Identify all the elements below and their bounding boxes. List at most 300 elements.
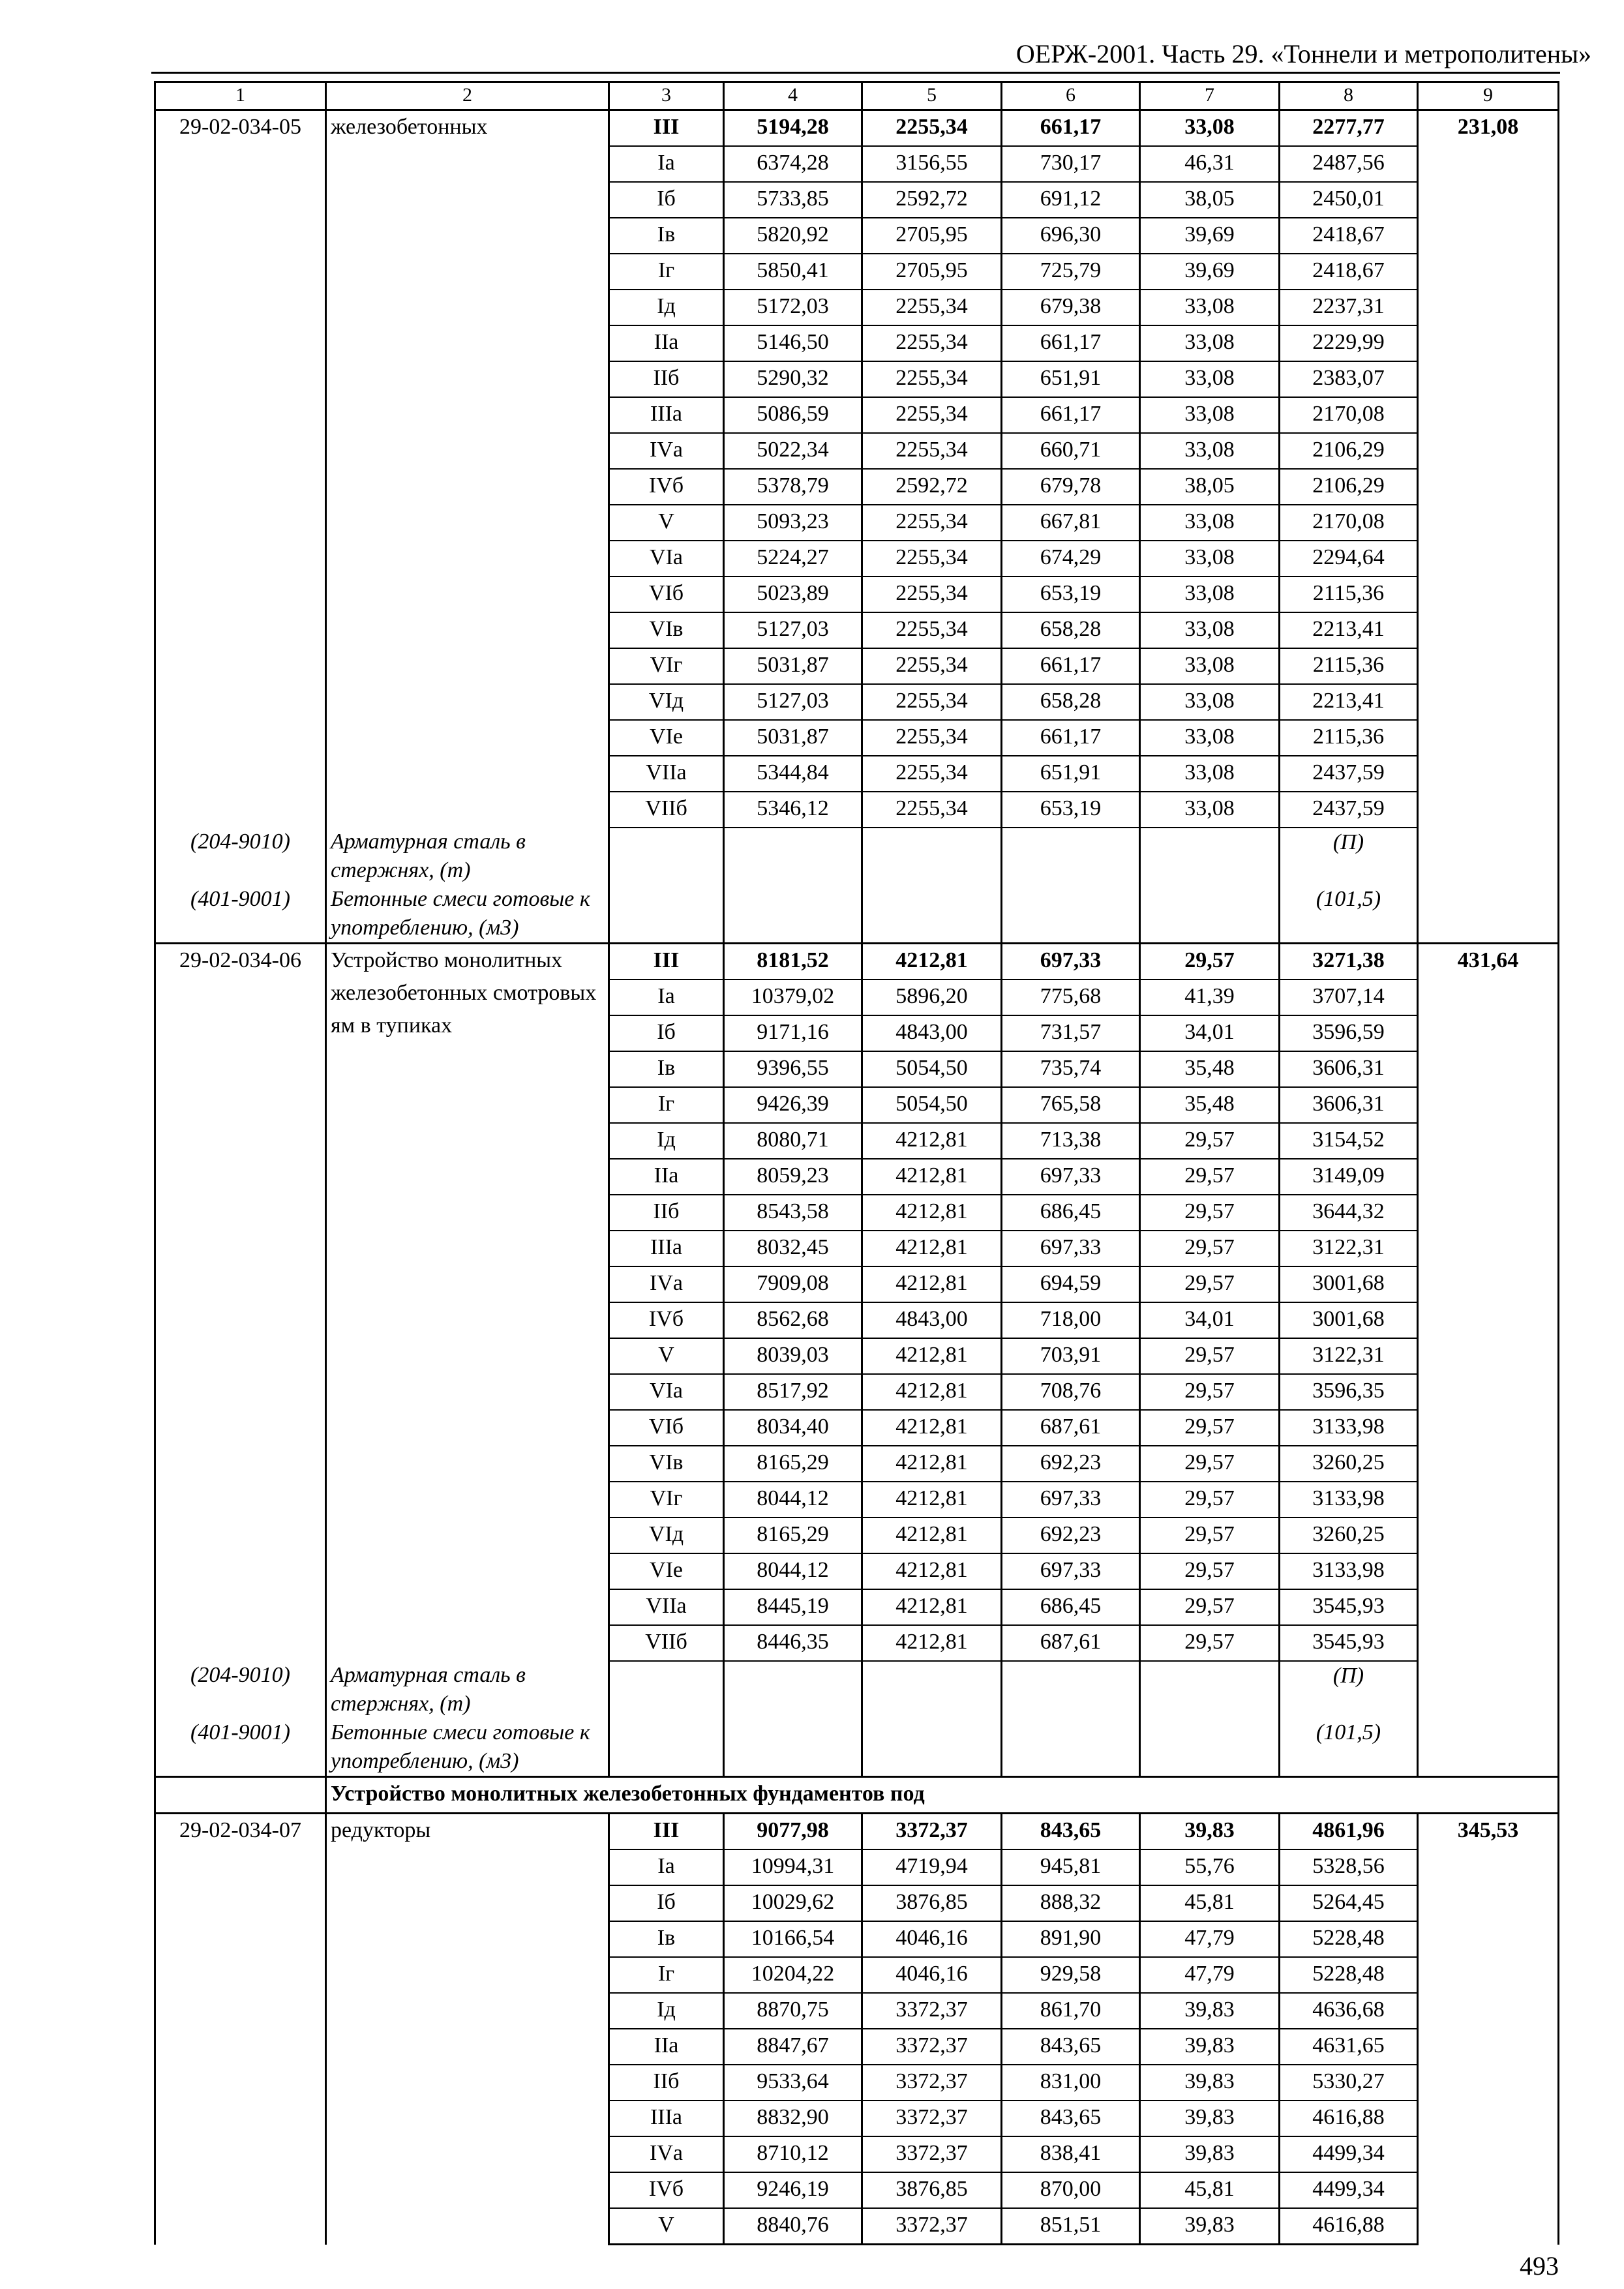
- table-row: [155, 944, 1559, 980]
- value-col4: 5172,03: [724, 290, 862, 325]
- value-col4: 9077,98: [724, 1814, 862, 1850]
- resource-value: (101,5): [1280, 1718, 1418, 1777]
- value-col4: 5194,28: [724, 110, 862, 147]
- zone-label: IIб: [609, 1195, 724, 1231]
- value-col5: 2255,34: [862, 756, 1002, 792]
- value-col7: 33,08: [1140, 684, 1280, 720]
- value-col4: 5850,41: [724, 254, 862, 290]
- value-col6: 697,33: [1002, 1231, 1140, 1266]
- value-col5: 4212,81: [862, 1518, 1002, 1553]
- resource-row: [155, 885, 1559, 944]
- value-col7: 34,01: [1140, 1302, 1280, 1338]
- value-col6: 686,45: [1002, 1589, 1140, 1625]
- value-col6: 658,28: [1002, 612, 1140, 648]
- zone-label: V: [609, 2208, 724, 2245]
- value-col8: 2437,59: [1280, 792, 1418, 828]
- value-col6: 843,65: [1002, 2029, 1140, 2065]
- value-col5: 4212,81: [862, 1482, 1002, 1518]
- value-col7: 39,83: [1140, 1993, 1280, 2029]
- zone-label: Iд: [609, 290, 724, 325]
- rate-code: 29-02-034-05: [155, 110, 326, 828]
- value-col5: 3372,37: [862, 1993, 1002, 2029]
- value-col4: 10379,02: [724, 980, 862, 1015]
- value-col5: 2255,34: [862, 684, 1002, 720]
- value-col8: 3707,14: [1280, 980, 1418, 1015]
- value-col4: 8832,90: [724, 2101, 862, 2136]
- value-col5: 4212,81: [862, 1374, 1002, 1410]
- value-col6: 691,12: [1002, 182, 1140, 218]
- value-col5: 3372,37: [862, 2029, 1002, 2065]
- value-col8: 2418,67: [1280, 254, 1418, 290]
- zone-label: Iг: [609, 1957, 724, 1993]
- resource-row: [155, 828, 1559, 885]
- value-col8: 3644,32: [1280, 1195, 1418, 1231]
- value-col7: 33,08: [1140, 792, 1280, 828]
- value-col6: 694,59: [1002, 1266, 1140, 1302]
- zone-label: Iа: [609, 146, 724, 182]
- value-col8: 3596,59: [1280, 1015, 1418, 1051]
- value-col4: 8517,92: [724, 1374, 862, 1410]
- value-col5: 2255,34: [862, 361, 1002, 397]
- value-col6: 692,23: [1002, 1446, 1140, 1482]
- page-number: 493: [1520, 2251, 1559, 2281]
- value-col6: 653,19: [1002, 576, 1140, 612]
- zone-label: Iв: [609, 1921, 724, 1957]
- value-col5: 2255,34: [862, 505, 1002, 541]
- resource-name: Бетонные смеси готовые к употреблению, (м3): [326, 1718, 609, 1777]
- section-title: Устройство монолитных железобетонных фундаментов под: [326, 1777, 1559, 1814]
- value-col8: 3545,93: [1280, 1625, 1418, 1661]
- value-col7: 35,48: [1140, 1087, 1280, 1123]
- value-col7: 39,83: [1140, 2136, 1280, 2172]
- zone-label: V: [609, 505, 724, 541]
- value-col9: 345,53: [1418, 1814, 1559, 2245]
- value-col7: 47,79: [1140, 1921, 1280, 1957]
- zone-label: IIа: [609, 2029, 724, 2065]
- value-col5: 3156,55: [862, 146, 1002, 182]
- value-col4: 5146,50: [724, 325, 862, 361]
- column-number: 7: [1140, 82, 1280, 110]
- value-col7: 39,83: [1140, 2101, 1280, 2136]
- value-col4: 8710,12: [724, 2136, 862, 2172]
- value-col7: 29,57: [1140, 1374, 1280, 1410]
- value-col4: 8847,67: [724, 2029, 862, 2065]
- value-col6: 765,58: [1002, 1087, 1140, 1123]
- value-col7: 29,57: [1140, 1159, 1280, 1195]
- zone-label: VIIб: [609, 792, 724, 828]
- value-col8: 4631,65: [1280, 2029, 1418, 2065]
- value-col8: 3545,93: [1280, 1589, 1418, 1625]
- zone-label: Iа: [609, 980, 724, 1015]
- zone-label: Iб: [609, 1885, 724, 1921]
- empty-cell: [609, 1661, 724, 1718]
- resource-value: (П): [1280, 1661, 1418, 1718]
- value-col6: 851,51: [1002, 2208, 1140, 2245]
- value-col8: 3122,31: [1280, 1231, 1418, 1266]
- value-col6: 667,81: [1002, 505, 1140, 541]
- value-col8: 2487,56: [1280, 146, 1418, 182]
- value-col8: 2213,41: [1280, 612, 1418, 648]
- value-col4: 5022,34: [724, 433, 862, 469]
- value-col6: 843,65: [1002, 2101, 1140, 2136]
- value-col4: 8165,29: [724, 1446, 862, 1482]
- value-col8: 2383,07: [1280, 361, 1418, 397]
- rate-code: 29-02-034-07: [155, 1814, 326, 2245]
- value-col5: 2255,34: [862, 433, 1002, 469]
- value-col4: 5093,23: [724, 505, 862, 541]
- value-col5: 4212,81: [862, 1338, 1002, 1374]
- value-col7: 29,57: [1140, 1410, 1280, 1446]
- value-col7: 34,01: [1140, 1015, 1280, 1051]
- value-col6: 651,91: [1002, 756, 1140, 792]
- zone-label: Iб: [609, 1015, 724, 1051]
- value-col8: 2294,64: [1280, 541, 1418, 576]
- value-col4: 9171,16: [724, 1015, 862, 1051]
- value-col6: 775,68: [1002, 980, 1140, 1015]
- value-col5: 4843,00: [862, 1302, 1002, 1338]
- zone-label: VIб: [609, 1410, 724, 1446]
- value-col4: 8044,12: [724, 1482, 862, 1518]
- value-col6: 888,32: [1002, 1885, 1140, 1921]
- value-col6: 653,19: [1002, 792, 1140, 828]
- zone-label: Iг: [609, 254, 724, 290]
- empty-cell: [609, 1718, 724, 1777]
- value-col8: 3606,31: [1280, 1051, 1418, 1087]
- value-col4: 5820,92: [724, 218, 862, 254]
- value-col5: 2592,72: [862, 469, 1002, 505]
- value-col5: 2255,34: [862, 792, 1002, 828]
- value-col6: 703,91: [1002, 1338, 1140, 1374]
- value-col7: 38,05: [1140, 469, 1280, 505]
- empty-cell: [609, 885, 724, 944]
- resource-name: Бетонные смеси готовые к употреблению, (м3): [326, 885, 609, 944]
- value-col8: 3001,68: [1280, 1302, 1418, 1338]
- value-col7: 33,08: [1140, 612, 1280, 648]
- column-number: 2: [326, 82, 609, 110]
- work-description: редукторы: [326, 1814, 609, 2245]
- value-col5: 5054,50: [862, 1051, 1002, 1087]
- value-col6: 870,00: [1002, 2172, 1140, 2208]
- value-col5: 4212,81: [862, 1625, 1002, 1661]
- value-col6: 658,28: [1002, 684, 1140, 720]
- value-col7: 29,57: [1140, 1446, 1280, 1482]
- zone-label: VIа: [609, 1374, 724, 1410]
- value-col8: 5264,45: [1280, 1885, 1418, 1921]
- resource-value: (101,5): [1280, 885, 1418, 944]
- value-col7: 33,08: [1140, 325, 1280, 361]
- value-col8: 2237,31: [1280, 290, 1418, 325]
- zone-label: VIб: [609, 576, 724, 612]
- value-col8: 3133,98: [1280, 1553, 1418, 1589]
- value-col8: 2106,29: [1280, 433, 1418, 469]
- zone-label: Iа: [609, 1849, 724, 1885]
- resource-code: (204-9010): [155, 828, 326, 885]
- value-col7: 29,57: [1140, 1625, 1280, 1661]
- value-col7: 38,05: [1140, 182, 1280, 218]
- header-rule: [151, 72, 1560, 74]
- value-col6: 861,70: [1002, 1993, 1140, 2029]
- zone-label: Iв: [609, 218, 724, 254]
- zone-label: Iв: [609, 1051, 724, 1087]
- value-col7: 39,69: [1140, 254, 1280, 290]
- value-col7: 33,08: [1140, 648, 1280, 684]
- resource-code: (401-9001): [155, 885, 326, 944]
- value-col7: 39,83: [1140, 2208, 1280, 2245]
- resource-name: Арматурная сталь в стержнях, (т): [326, 828, 609, 885]
- value-col6: 735,74: [1002, 1051, 1140, 1087]
- value-col8: 3596,35: [1280, 1374, 1418, 1410]
- value-col5: 3876,85: [862, 1885, 1002, 1921]
- resource-code: (204-9010): [155, 1661, 326, 1718]
- value-col6: 929,58: [1002, 1957, 1140, 1993]
- value-col8: 4499,34: [1280, 2172, 1418, 2208]
- value-col4: 8080,71: [724, 1123, 862, 1159]
- zone-label: IVа: [609, 1266, 724, 1302]
- value-col8: 3271,38: [1280, 944, 1418, 980]
- value-col8: 2229,99: [1280, 325, 1418, 361]
- value-col8: 5228,48: [1280, 1957, 1418, 1993]
- value-col4: 9246,19: [724, 2172, 862, 2208]
- value-col6: 697,33: [1002, 1553, 1140, 1589]
- value-col4: 5346,12: [724, 792, 862, 828]
- value-col8: 4499,34: [1280, 2136, 1418, 2172]
- value-col7: 45,81: [1140, 1885, 1280, 1921]
- zone-label: VIа: [609, 541, 724, 576]
- zone-label: IVб: [609, 2172, 724, 2208]
- value-col8: 2437,59: [1280, 756, 1418, 792]
- value-col8: 5228,48: [1280, 1921, 1418, 1957]
- value-col6: 661,17: [1002, 110, 1140, 147]
- empty-cell: [1140, 828, 1280, 885]
- column-number: 1: [155, 82, 326, 110]
- empty-cell: [1002, 885, 1140, 944]
- empty-cell: [862, 828, 1002, 885]
- value-col5: 2705,95: [862, 254, 1002, 290]
- zone-label: VIг: [609, 648, 724, 684]
- zone-label: VIв: [609, 612, 724, 648]
- value-col5: 2255,34: [862, 325, 1002, 361]
- zone-label: III: [609, 1814, 724, 1850]
- value-col6: 651,91: [1002, 361, 1140, 397]
- value-col7: 33,08: [1140, 397, 1280, 433]
- value-col7: 33,08: [1140, 505, 1280, 541]
- value-col5: 4212,81: [862, 1123, 1002, 1159]
- value-col7: 33,08: [1140, 110, 1280, 147]
- value-col7: 46,31: [1140, 146, 1280, 182]
- value-col5: 4212,81: [862, 1589, 1002, 1625]
- value-col5: 2255,34: [862, 648, 1002, 684]
- value-col8: 3122,31: [1280, 1338, 1418, 1374]
- value-col7: 29,57: [1140, 1195, 1280, 1231]
- value-col4: 9426,39: [724, 1087, 862, 1123]
- value-col4: 5290,32: [724, 361, 862, 397]
- zone-label: IIа: [609, 325, 724, 361]
- value-col7: 33,08: [1140, 433, 1280, 469]
- value-col6: 674,29: [1002, 541, 1140, 576]
- value-col6: 730,17: [1002, 146, 1140, 182]
- resource-value: (П): [1280, 828, 1418, 885]
- value-col4: 8165,29: [724, 1518, 862, 1553]
- value-col6: 697,33: [1002, 1482, 1140, 1518]
- value-col6: 661,17: [1002, 325, 1140, 361]
- value-col5: 4719,94: [862, 1849, 1002, 1885]
- value-col8: 4616,88: [1280, 2208, 1418, 2245]
- zone-label: Iг: [609, 1087, 724, 1123]
- value-col6: 708,76: [1002, 1374, 1140, 1410]
- value-col4: 10166,54: [724, 1921, 862, 1957]
- empty-cell: [1140, 1661, 1280, 1718]
- column-number: 5: [862, 82, 1002, 110]
- zone-label: VIIа: [609, 756, 724, 792]
- value-col7: 29,57: [1140, 1123, 1280, 1159]
- value-col4: 8445,19: [724, 1589, 862, 1625]
- value-col8: 2213,41: [1280, 684, 1418, 720]
- value-col7: 33,08: [1140, 361, 1280, 397]
- value-col5: 2255,34: [862, 612, 1002, 648]
- value-col6: 679,78: [1002, 469, 1140, 505]
- value-col4: 10029,62: [724, 1885, 862, 1921]
- value-col7: 29,57: [1140, 1338, 1280, 1374]
- value-col5: 2255,34: [862, 110, 1002, 147]
- value-col5: 4212,81: [862, 1553, 1002, 1589]
- table-body: [155, 82, 1559, 2245]
- value-col7: 55,76: [1140, 1849, 1280, 1885]
- value-col7: 29,57: [1140, 1231, 1280, 1266]
- value-col6: 692,23: [1002, 1518, 1140, 1553]
- work-description: Устройство монолитных железобетонных смотровых ям в тупиках: [326, 944, 609, 1662]
- value-col8: 2170,08: [1280, 397, 1418, 433]
- value-col8: 2450,01: [1280, 182, 1418, 218]
- column-number: 6: [1002, 82, 1140, 110]
- resource-row: [155, 1661, 1559, 1718]
- table-row: [155, 110, 1559, 147]
- value-col6: 661,17: [1002, 648, 1140, 684]
- value-col8: 4861,96: [1280, 1814, 1418, 1850]
- value-col8: 3001,68: [1280, 1266, 1418, 1302]
- empty-cell: [1002, 1661, 1140, 1718]
- zone-label: IIб: [609, 361, 724, 397]
- value-col8: 2170,08: [1280, 505, 1418, 541]
- zone-label: VIд: [609, 684, 724, 720]
- section-header-row: [155, 1777, 1559, 1814]
- value-col4: 9396,55: [724, 1051, 862, 1087]
- value-col5: 4843,00: [862, 1015, 1002, 1051]
- value-col8: 3133,98: [1280, 1410, 1418, 1446]
- value-col4: 5733,85: [724, 182, 862, 218]
- value-col6: 661,17: [1002, 720, 1140, 756]
- value-col7: 33,08: [1140, 290, 1280, 325]
- value-col4: 8543,58: [724, 1195, 862, 1231]
- empty-cell: [724, 1718, 862, 1777]
- value-col4: 5023,89: [724, 576, 862, 612]
- zone-label: IIIа: [609, 2101, 724, 2136]
- value-col5: 3372,37: [862, 2101, 1002, 2136]
- value-col6: 687,61: [1002, 1625, 1140, 1661]
- value-col4: 5224,27: [724, 541, 862, 576]
- value-col8: 4616,88: [1280, 2101, 1418, 2136]
- value-col5: 3372,37: [862, 2065, 1002, 2101]
- value-col8: 4636,68: [1280, 1993, 1418, 2029]
- rates-table: [154, 81, 1559, 2245]
- zone-label: Iб: [609, 182, 724, 218]
- value-col4: 10204,22: [724, 1957, 862, 1993]
- zone-label: IIIа: [609, 1231, 724, 1266]
- value-col9: 431,64: [1418, 944, 1559, 1777]
- zone-label: V: [609, 1338, 724, 1374]
- value-col5: 3372,37: [862, 1814, 1002, 1850]
- value-col8: 5330,27: [1280, 2065, 1418, 2101]
- zone-label: IIб: [609, 2065, 724, 2101]
- value-col7: 39,83: [1140, 1814, 1280, 1850]
- value-col6: 843,65: [1002, 1814, 1140, 1850]
- zone-label: IVб: [609, 469, 724, 505]
- zone-label: VIг: [609, 1482, 724, 1518]
- value-col4: 9533,64: [724, 2065, 862, 2101]
- value-col7: 35,48: [1140, 1051, 1280, 1087]
- value-col5: 4212,81: [862, 1195, 1002, 1231]
- zone-label: VIIб: [609, 1625, 724, 1661]
- column-number: 3: [609, 82, 724, 110]
- value-col4: 8562,68: [724, 1302, 862, 1338]
- value-col6: 661,17: [1002, 397, 1140, 433]
- value-col8: 2115,36: [1280, 720, 1418, 756]
- value-col8: 3149,09: [1280, 1159, 1418, 1195]
- value-col7: 45,81: [1140, 2172, 1280, 2208]
- value-col5: 2705,95: [862, 218, 1002, 254]
- value-col5: 4212,81: [862, 944, 1002, 980]
- value-col5: 2255,34: [862, 720, 1002, 756]
- empty-cell: [1140, 1718, 1280, 1777]
- resource-code: (401-9001): [155, 1718, 326, 1777]
- value-col4: 5031,87: [724, 720, 862, 756]
- value-col5: 2255,34: [862, 290, 1002, 325]
- value-col5: 4212,81: [862, 1446, 1002, 1482]
- value-col6: 660,71: [1002, 433, 1140, 469]
- value-col4: 8446,35: [724, 1625, 862, 1661]
- zone-label: IVа: [609, 433, 724, 469]
- value-col7: 33,08: [1140, 720, 1280, 756]
- rate-code: 29-02-034-06: [155, 944, 326, 1662]
- value-col9: 231,08: [1418, 110, 1559, 944]
- value-col5: 3372,37: [862, 2208, 1002, 2245]
- column-number-row: [155, 82, 1559, 110]
- value-col7: 33,08: [1140, 576, 1280, 612]
- empty-cell: [862, 1661, 1002, 1718]
- work-description: железобетонных: [326, 110, 609, 828]
- resource-row: [155, 1718, 1559, 1777]
- value-col4: 8034,40: [724, 1410, 862, 1446]
- empty-cell: [862, 885, 1002, 944]
- value-col7: 29,57: [1140, 944, 1280, 980]
- zone-label: Iд: [609, 1123, 724, 1159]
- value-col6: 713,38: [1002, 1123, 1140, 1159]
- empty-cell: [155, 1777, 326, 1814]
- value-col5: 3372,37: [862, 2136, 1002, 2172]
- value-col6: 679,38: [1002, 290, 1140, 325]
- value-col4: 5127,03: [724, 684, 862, 720]
- zone-label: IIIа: [609, 397, 724, 433]
- value-col6: 838,41: [1002, 2136, 1140, 2172]
- zone-label: IVа: [609, 2136, 724, 2172]
- value-col4: 5378,79: [724, 469, 862, 505]
- zone-label: VIе: [609, 720, 724, 756]
- value-col4: 8059,23: [724, 1159, 862, 1195]
- value-col8: 2115,36: [1280, 648, 1418, 684]
- zone-label: IVб: [609, 1302, 724, 1338]
- value-col8: 2115,36: [1280, 576, 1418, 612]
- value-col8: 3260,25: [1280, 1446, 1418, 1482]
- zone-label: VIе: [609, 1553, 724, 1589]
